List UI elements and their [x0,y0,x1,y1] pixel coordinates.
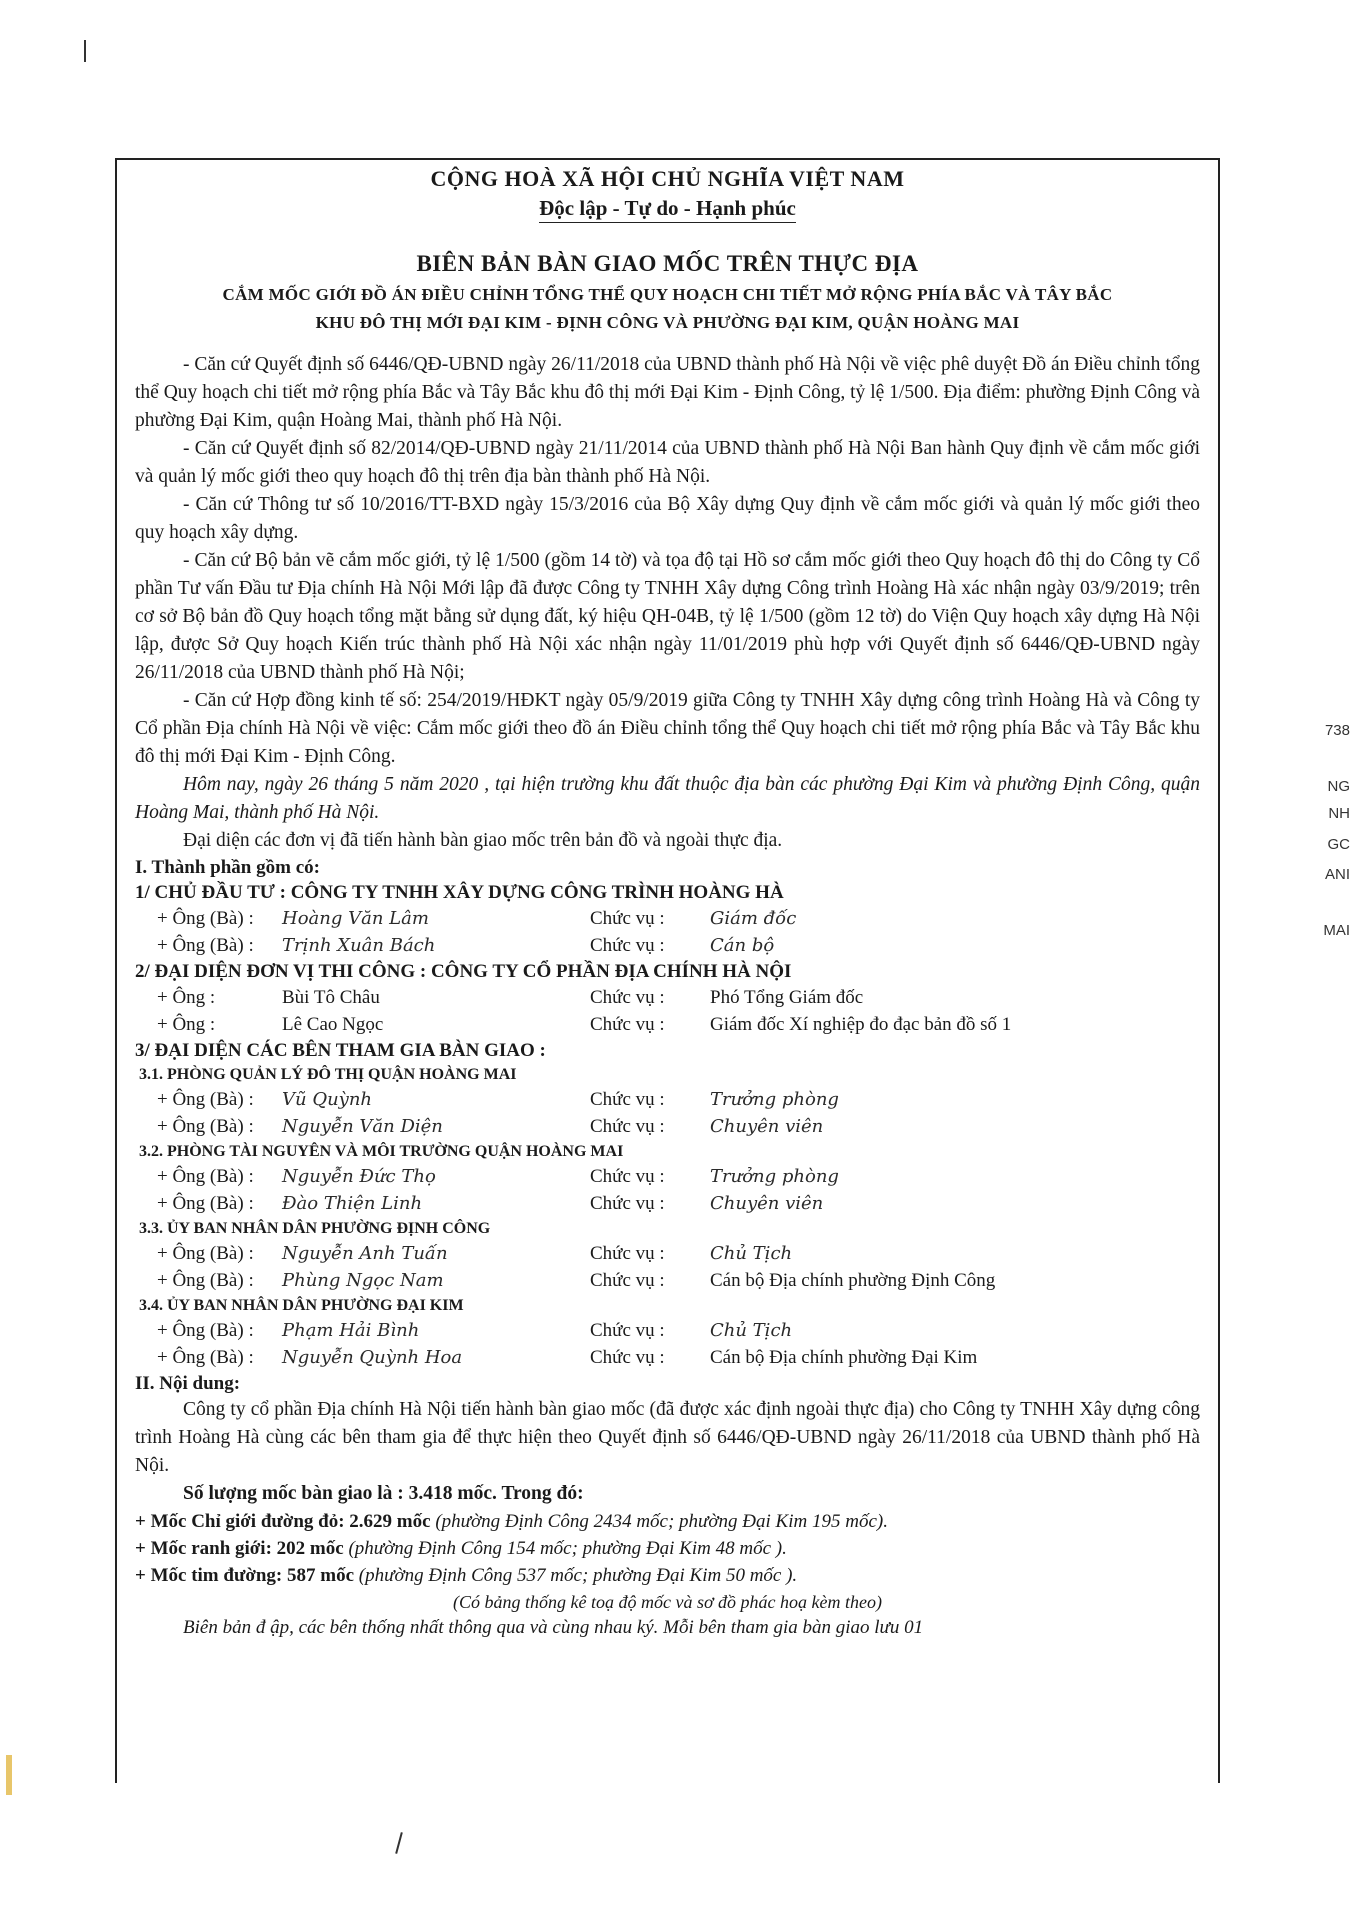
marker-label: + Mốc ranh giới: 202 mốc [135,1538,344,1559]
handwritten-role: Chuyên viên [710,1193,824,1214]
party-1-title: 1/ CHỦ ĐẦU TƯ : CÔNG TY TNHH XÂY DỰNG CÔNG TRÌNH HOÀNG HÀ [135,882,784,903]
margin-fragment: MAI [1323,922,1350,939]
role-label: Chức vụ : [590,1270,665,1291]
group-3-3-row-1 [135,1240,1200,1267]
role-label: Chức vụ : [590,1347,665,1368]
row-label: + Ông (Bà) : [157,908,254,929]
row-label: + Ông (Bà) : [157,1320,254,1341]
group-3-4-row-1 [135,1317,1200,1344]
marker-row-3 [135,1562,1200,1589]
marker-row-1 [135,1508,1200,1535]
role-label: Chức vụ : [590,1320,665,1341]
group-3-1-row-2 [135,1113,1200,1140]
marker-detail: (phường Định Công 154 mốc; phường Đại Kim 48 mốc ). [348,1538,787,1559]
role-label: Chức vụ : [590,1243,665,1264]
handwritten-role: Chủ Tịch [710,1243,793,1264]
attachment-note: (Có bảng thống kê toạ độ mốc và sơ đồ phác hoạ kèm theo) [452,1592,883,1612]
handwritten-name: Đào Thiện Linh [282,1193,423,1214]
handwritten-name: Nguyễn Đức Thọ [282,1166,436,1187]
margin-fragment: ANI [1324,866,1350,883]
row-label: + Ông (Bà) : [157,1193,254,1214]
row-label: + Ông : [157,987,216,1008]
handwritten-name: Nguyễn Quỳnh Hoa [282,1347,463,1368]
section-2-title: II. Nội dung: [135,1373,241,1394]
party-2-row-1 [135,984,1200,1011]
role-label: Chức vụ : [590,908,665,929]
marker-label: + Mốc tim đường: 587 mốc [135,1565,355,1586]
total-markers: Số lượng mốc bàn giao là : 3.418 mốc. Trong đó: [183,1483,584,1504]
role-label: Chức vụ : [590,1014,665,1035]
group-3-2-title: 3.2. PHÒNG TÀI NGUYÊN VÀ MÔI TRƯỜNG QUẬN HOÀNG MAI [139,1143,624,1160]
margin-fragment: NH [1328,805,1350,822]
handwritten-role: Trưởng phòng [710,1089,839,1110]
scan-mark [395,1832,403,1854]
row-label: + Ông (Bà) : [157,1116,254,1137]
party-3-title: 3/ ĐẠI DIỆN CÁC BÊN THAM GIA BÀN GIAO : [135,1040,546,1061]
subtitle-line-2: KHU ĐÔ THỊ MỚI ĐẠI KIM - ĐỊNH CÔNG VÀ PHƯỜNG ĐẠI KIM, QUẬN HOÀNG MAI [315,313,1020,332]
role-label: Chức vụ : [590,1193,665,1214]
row-label: + Ông (Bà) : [157,935,254,956]
section-1-title: I. Thành phần gồm có: [135,857,320,878]
margin-fragment: 738 [1324,722,1350,739]
person-role: Giám đốc Xí nghiệp đo đạc bản đồ số 1 [710,1014,1012,1035]
handwritten-name: Nguyễn Anh Tuấn [282,1243,448,1264]
party-2-title: 2/ ĐẠI DIỆN ĐƠN VỊ THI CÔNG : CÔNG TY CỔ PHẦN ĐỊA CHÍNH HÀ NỘI [135,961,792,982]
group-3-4-title: 3.4. ỦY BAN NHÂN DÂN PHƯỜNG ĐẠI KIM [139,1297,464,1314]
group-3-2-row-1 [135,1163,1200,1190]
margin-fragment: GC [1327,836,1350,853]
handwritten-name: Hoàng Văn Lâm [282,908,429,929]
person-name: Lê Cao Ngọc [282,1014,384,1035]
intro-statement: Đại diện các đơn vị đã tiến hành bàn giao mốc trên bản đồ và ngoài thực địa. [183,830,783,851]
handwritten-role: Cán bộ [710,935,775,956]
person-role: Phó Tổng Giám đốc [710,987,864,1008]
document-title: BIÊN BẢN BÀN GIAO MỐC TRÊN THỰC ĐỊA [416,251,919,276]
today-statement: Hôm nay, ngày 26 tháng 5 năm 2020 , tại hiện trường khu đất thuộc địa bàn các phường Đại Kim và phường Định Công, quận Hoàng Mai, thành phố Hà Nội. [135,774,1200,823]
subtitle-line-1: CẮM MỐC GIỚI ĐỒ ÁN ĐIỀU CHỈNH TỔNG THỂ QUY HOẠCH CHI TIẾT MỞ RỘNG PHÍA BẮC VÀ TÂY BẮC [222,285,1113,304]
motto [135,196,1200,221]
closing-line: Biên bản đ ập, các bên thống nhất thông qua và cùng nhau ký. Mỗi bên tham gia bàn giao lưu 01 [183,1617,924,1638]
role-label: Chức vụ : [590,987,665,1008]
role-label: Chức vụ : [590,935,665,956]
marker-detail: (phường Định Công 2434 mốc; phường Đại Kim 195 mốc). [435,1511,888,1532]
handwritten-role: Chuyên viên [710,1116,824,1137]
marker-row-2 [135,1535,1200,1562]
role-label: Chức vụ : [590,1089,665,1110]
group-3-1-title: 3.1. PHÒNG QUẢN LÝ ĐÔ THỊ QUẬN HOÀNG MAI [139,1066,517,1083]
row-label: + Ông : [157,1014,216,1035]
party-1-row-2 [135,932,1200,959]
nation-header: CỘNG HOÀ XÃ HỘI CHỦ NGHĨA VIỆT NAM [430,166,905,191]
party-1-row-1 [135,905,1200,932]
handwritten-role: Chủ Tịch [710,1320,793,1341]
person-role: Cán bộ Địa chính phường Đại Kim [710,1347,978,1368]
handwritten-name: Phạm Hải Bình [282,1320,420,1341]
person-name: Bùi Tô Châu [282,987,380,1008]
group-3-3-title: 3.3. ỦY BAN NHÂN DÂN PHƯỜNG ĐỊNH CÔNG [139,1220,491,1237]
document-frame [115,158,1220,1783]
handwritten-name: Phùng Ngọc Nam [282,1270,444,1291]
handwritten-role: Trưởng phòng [710,1166,839,1187]
content-paragraph: Công ty cổ phần Địa chính Hà Nội tiến hành bàn giao mốc (đã được xác định ngoài thực địa) cho Công ty TNHH Xây dựng công trình Hoàng Hà cùng các bên tham gia để thực hiện theo Quyết định số 6446/QĐ-UBND ngày 26/11/2018 của UBND thành phố Hà Nội. [135,1399,1200,1476]
role-label: Chức vụ : [590,1166,665,1187]
row-label: + Ông (Bà) : [157,1270,254,1291]
group-3-2-row-2 [135,1190,1200,1217]
row-label: + Ông (Bà) : [157,1166,254,1187]
row-label: + Ông (Bà) : [157,1347,254,1368]
document-subtitle [135,281,1200,337]
group-3-4-row-2 [135,1344,1200,1371]
person-role: Cán bộ Địa chính phường Định Công [710,1270,996,1291]
legal-basis-4: - Căn cứ Bộ bản vẽ cắm mốc giới, tỷ lệ 1/500 (gồm 14 tờ) và tọa độ tại Hồ sơ cắm mốc giới theo Quy hoạch đô thị do Công ty Cổ phần Tư vấn Đầu tư Địa chính Hà Nội Mới lập đã được Công ty TNHH Xây dựng Công trình Hoàng Hà xác nhận ngày 03/9/2019; trên cơ sở Bộ bản đồ Quy hoạch tổng mặt bằng sử dụng đất, ký hiệu QH-04B, tỷ lệ 1/500 (gồm 12 tờ) do Viện Quy hoạch xây dựng Hà Nội lập, được Sở Quy hoạch Kiến trúc thành phố Hà Nội xác nhận ngày 11/01/2019 phù hợp với Quyết định số 6446/QĐ-UBND ngày 26/11/2018 của UBND thành phố Hà Nội; [135,550,1200,683]
row-label: + Ông (Bà) : [157,1089,254,1110]
legal-basis-5: - Căn cứ Hợp đồng kinh tế số: 254/2019/HĐKT ngày 05/9/2019 giữa Công ty TNHH Xây dựng công trình Hoàng Hà và Công ty Cổ phần Địa chính Hà Nội về việc: Cắm mốc giới theo đồ án Điều chỉnh tổng thể Quy hoạch chi tiết mở rộng phía Bắc và Tây Bắc khu đô thị mới Đại Kim - Định Công. [135,690,1200,767]
legal-basis-3: - Căn cứ Thông tư số 10/2016/TT-BXD ngày 15/3/2016 của Bộ Xây dựng Quy định về cắm mốc giới và quản lý mốc giới theo quy hoạch xây dựng. [135,494,1200,543]
scan-mark [6,1755,12,1795]
party-2-row-2 [135,1011,1200,1038]
row-label: + Ông (Bà) : [157,1243,254,1264]
handwritten-role: Giám đốc [710,908,797,929]
legal-basis-2: - Căn cứ Quyết định số 82/2014/QĐ-UBND ngày 21/11/2014 của UBND thành phố Hà Nội Ban hành Quy định về cắm mốc giới và quản lý mốc giới theo quy hoạch đô thị trên địa bàn thành phố Hà Nội. [135,438,1200,487]
handwritten-name: Trịnh Xuân Bách [282,935,436,956]
margin-fragment: NG [1327,778,1350,795]
handwritten-name: Vũ Quỳnh [282,1089,373,1110]
marker-detail: (phường Định Công 537 mốc; phường Đại Kim 50 mốc ). [358,1565,798,1586]
group-3-1-row-1 [135,1086,1200,1113]
group-3-3-row-2 [135,1267,1200,1294]
role-label: Chức vụ : [590,1116,665,1137]
scan-mark [84,40,86,62]
motto-text: Độc lập - Tự do - Hạnh phúc [539,196,796,223]
legal-basis-1: - Căn cứ Quyết định số 6446/QĐ-UBND ngày 26/11/2018 của UBND thành phố Hà Nội về việc phê duyệt Đồ án Điều chỉnh tổng thể Quy hoạch chi tiết mở rộng phía Bắc và Tây Bắc khu đô thị mới Đại Kim - Định Công, tỷ lệ 1/500. Địa điểm: phường Định Công và phường Đại Kim, quận Hoàng Mai, thành phố Hà Nội. [135,354,1200,431]
handwritten-name: Nguyễn Văn Diện [282,1116,443,1137]
marker-label: + Mốc Chỉ giới đường đỏ: 2.629 mốc [135,1511,431,1532]
